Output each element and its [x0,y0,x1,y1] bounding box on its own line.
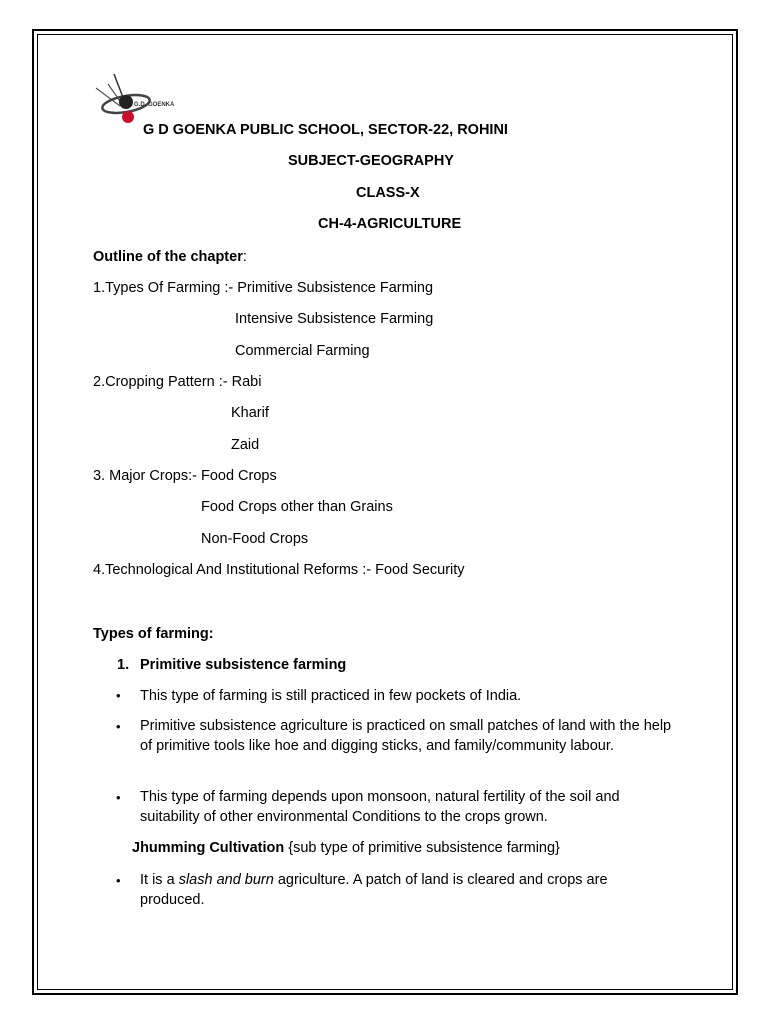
bullet-glyph: • [116,873,121,888]
outline-subitem: Commercial Farming [235,343,370,359]
bullet-text: This type of farming is still practiced in few pockets of India. [140,688,522,704]
outline-heading-colon: : [242,249,247,265]
bullet-text: This type of farming depends upon monsoon, natural fertility of the soil and suitability of other environmental Conditions to the crops grown. [140,789,620,825]
outline-subitem: Food Crops other than Grains [201,499,393,515]
bullet-text: Primitive subsistence agriculture is practiced on small patches of land with the help of primitive tools like hoe and digging sticks, and family/community labour. [140,718,672,754]
bullet-glyph: • [116,688,121,703]
class-line: CLASS-X [356,185,420,201]
outline-item-1: 1.Types Of Farming :- Primitive Subsistence Farming [93,280,434,296]
outline-heading [93,248,247,266]
logo-wordmark: G.D. GOENKA [134,102,175,108]
bullet-glyph: • [116,790,121,805]
outline-subitem: Kharif [231,405,269,421]
school-logo [94,70,175,128]
subsection-heading: Primitive subsistence farming [140,657,347,673]
slash-burn-italic: slash and burn [178,872,274,888]
outline-item-2: 2.Cropping Pattern :- Rabi [93,374,262,390]
outline-subitem: Non-Food Crops [201,531,309,547]
types-heading: Types of farming: [93,626,214,642]
slash-burn-post: agriculture. A patch of land is cleared and crops are produced. [140,872,608,908]
school-name: G D GOENKA PUBLIC SCHOOL, SECTOR-22, ROHINI [143,122,508,138]
jhumming-title: Jhumming Cultivation [132,840,285,856]
subject-line: SUBJECT-GEOGRAPHY [288,153,454,169]
jhumming-line [132,839,560,857]
outline-subitem: Zaid [231,437,260,453]
subsection-number: 1. [117,657,130,673]
chapter-title: CH-4-AGRICULTURE [318,216,462,232]
jhumming-note: {sub type of primitive subsistence farming} [284,840,560,856]
outline-item-4: 4.Technological And Institutional Reforms :- Food Security [93,562,465,578]
bullet-glyph: • [116,719,121,734]
outline-item-3: 3. Major Crops:- Food Crops [93,468,277,484]
slash-burn-pre: It is a [140,872,179,888]
bullet-text-slash-burn [140,870,665,910]
outline-heading-text: Outline of the chapter [93,249,243,265]
outline-subitem: Intensive Subsistence Farming [235,311,434,327]
